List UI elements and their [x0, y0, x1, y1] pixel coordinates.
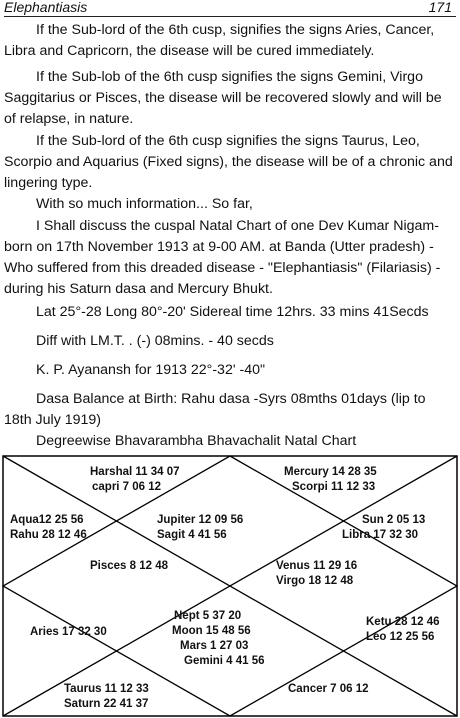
- paragraph-case-intro: I Shall discuss the cuspal Natal Chart of one Dev Kumar Nigam- born on 17th November 1913 at 9-00 AM. at Banda (Utter pradesh) - Who suffered from this dreaded disease - "Elephantiasis" (Filariasis) - during his Saturn dasa and Mercury Bhukt.: [4, 218, 441, 297]
- house-right-lower: Ketu 28 12 46 Leo 12 25 56: [366, 616, 440, 643]
- house-right-upper: Sun 2 05 13 Libra 17 32 30: [342, 514, 426, 541]
- house-center-bottom: Nept 5 37 20 Moon 15 48 56 Mars 1 27 03 Gemini 4 41 56: [172, 610, 265, 667]
- house-left-lower: Aries 17 32 30: [30, 626, 107, 638]
- line-dasa-balance: Dasa Balance at Birth: Rahu dasa -Syrs 08mths 01days (lip to 18th July 1919): [4, 391, 426, 428]
- house-left-inner: Pisces 8 12 48: [90, 560, 169, 572]
- page-number: 171: [428, 0, 452, 15]
- house-bottom-left: Taurus 11 12 33 Saturn 22 41 37: [64, 683, 149, 710]
- paragraph-slow-recovery: If the Sub-lob of the 6th cusp signifies the signs Gemini, Virgo Saggitarius or Pisces, the disease will be recovered slowly and will be of relapse, in nature.: [4, 69, 442, 127]
- paragraph-chronic: If the Sub-lord of the 6th cusp signifies the signs Taurus, Leo, Scorpio and Aquarius (Fixed signs), the disease will be of a chronic and lingering type.: [4, 133, 453, 191]
- paragraph-cure-signs: If the Sub-lord of the 6th cusp, signifies the signs Aries, Cancer, Libra and Capricorn, the disease will be cured immediately.: [4, 22, 435, 59]
- house-top-right: Mercury 14 28 35 Scorpi 11 12 33: [284, 466, 377, 493]
- line-ayanansh: K. P. Ayanansh for 1913 22°-32' -40": [36, 362, 266, 378]
- page-header: [4, 0, 456, 17]
- line-lmt-diff: Diff with LM.T. . (-) 08mins. - 40 secds: [36, 333, 274, 349]
- natal-chart: [2, 455, 458, 717]
- house-left-upper: Aqua12 25 56 Rahu 28 12 46: [10, 514, 87, 541]
- chart-frame: [2, 455, 458, 717]
- house-top-left: Harshal 11 34 07 capri 7 06 12: [90, 466, 180, 493]
- chart-caption: Degreewise Bhavarambha Bhavachalit Natal Chart: [36, 433, 357, 449]
- house-center-top: Jupiter 12 09 56 Sagit 4 41 56: [157, 514, 244, 541]
- house-right-inner: Venus 11 29 16 Virgo 18 12 48: [276, 560, 358, 587]
- line-latitude: Lat 25°-28 Long 80°-20' Sidereal time 12hrs. 33 mins 41Secds: [36, 304, 429, 320]
- house-bottom-right: Cancer 7 06 12: [288, 683, 369, 695]
- chapter-title: Elephantiasis: [4, 0, 88, 15]
- paragraph-so-far: With so much information... So far,: [36, 196, 253, 212]
